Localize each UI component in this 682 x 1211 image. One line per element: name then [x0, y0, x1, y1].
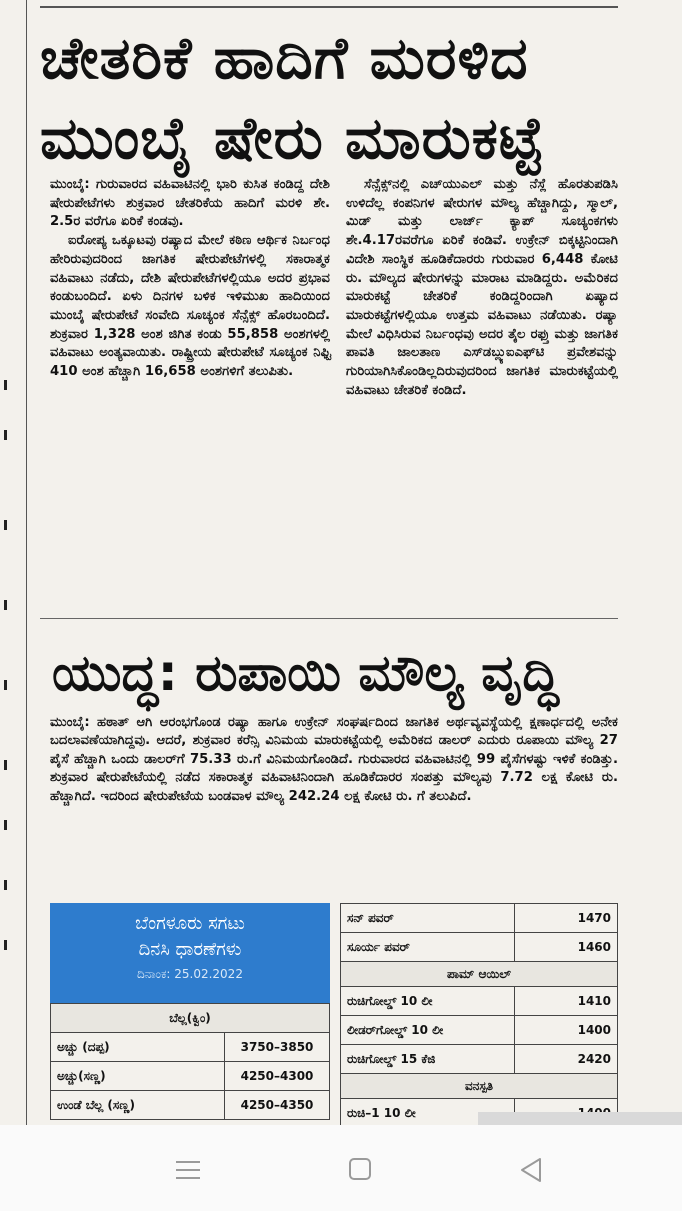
table-row: [341, 904, 618, 933]
section-divider: [40, 618, 618, 619]
item-price: 1400: [515, 1016, 618, 1045]
price-box-right: [340, 903, 618, 1125]
article1-paragraph3: ಸೆನ್ಸೆಕ್ಸ್‌ನಲ್ಲಿ ಎಚ್‌ಯುಎಲ್ ಮತ್ತು ನೆಸ್ಲೆ ಹೊರತುಪಡಿಸಿ ಉಳಿದೆಲ್ಲ ಕಂಪನಿಗಳ ಷೇರುಗಳ ಮೌಲ್ಯ ಹೆಚ್ಚಾಗಿದ್ದು, ಸ್ಮಾಲ್, ಮಿಡ್ ಮತ್ತು ಲಾರ್ಜ್ ಕ್ಯಾಪ್ ಸೂಚ್ಯಂಕಗಳು ಶೇ.4.17ರವರೆಗೂ ಏರಿಕೆ ಕಂಡಿವೆ. ಉಕ್ರೇನ್ ಬಿಕ್ಕಟ್ಟಿನಿಂದಾಗಿ ವಿದೇಶಿ ಸಾಂಸ್ಥಿಕ ಹೂಡಿಕೆದಾರರು ಗುರುವಾರ 6,448 ಕೋಟಿ ರು. ಮೌಲ್ಯದ ಷೇರುಗಳನ್ನು ಮಾರಾಟ ಮಾಡಿದ್ದರು. ಅಮೆರಿಕದ ಮಾರುಕಟ್ಟೆ ಚೇತರಿಕೆ ಕಂಡಿದ್ದರಿಂದಾಗಿ ಏಷ್ಯಾದ ಮಾರುಕಟ್ಟೆಗಳಲ್ಲಿಯೂ ಉತ್ತಮ ವಹಿವಾಟು ನಡೆಯಿತು. ರಷ್ಯಾ ಮೇಲೆ ವಿಧಿಸಿರುವ ನಿರ್ಬಂಧವು ಅದರ ತೈಲ ರಫ್ತು ಮತ್ತು ಜಾಗತಿಕ ಪಾವತಿ ಜಾಲತಾಣ ಎಸ್‌ಡಬ್ಲ್ಯುಐಎಫ್‌ಟಿ ಪ್ರವೇಶವನ್ನು ಗುರಿಯಾಗಿಸಿಕೊಂಡಿಲ್ಲದಿರುವುದರಿಂದ ಜಾಗತಿಕ ಮಾರುಕಟ್ಟೆಯಲ್ಲಿ ವಹಿವಾಟು ಚೇತರಿಕೆ ಕಂಡಿದೆ.: [346, 177, 618, 398]
item-price: 1460: [515, 933, 618, 962]
column-rule: [26, 0, 27, 1125]
jaggery-table: [50, 1003, 330, 1120]
item-name: ರುಚಿಗೋಲ್ಡ್ 10 ಲೀ: [341, 987, 515, 1016]
price-box-left: [50, 903, 330, 1120]
horizontal-scrollbar[interactable]: [478, 1112, 682, 1125]
article2-text: ಹಠಾತ್ ಆಗಿ ಆರಂಭಗೊಂಡ ರಷ್ಯಾ ಹಾಗೂ ಉಕ್ರೇನ್ ಸಂಘರ್ಷದಿಂದ ಜಾಗತಿಕ ಅರ್ಥವ್ಯವಸ್ಥೆಯಲ್ಲಿ ಕ್ಷಣಾರ್ಧದಲ್ಲಿ ಅನೇಕ ಬದಲಾವಣೆಯಾಗಿದ್ದವು. ಆದರೆ, ಶುಕ್ರವಾರ ಕರೆನ್ಸಿ ವಿನಿಮಯ ಮಾರುಕಟ್ಟೆಯಲ್ಲಿ ಅಮೆರಿಕದ ಡಾಲರ್ ಎದುರು ರೂಪಾಯಿ ಮೌಲ್ಯ 27 ಪೈಸೆ ಹೆಚ್ಚಾಗಿ ಒಂದು ಡಾಲರ್‌ಗೆ 75.33 ರು.ಗೆ ವಿನಿಮಯಗೊಂಡಿದೆ. ಗುರುವಾರದ ವಹಿವಾಟಿನಲ್ಲಿ 99 ಪೈಸೆಗಳಷ್ಟು ಇಳಿಕೆ ಕಂಡಿತ್ತು. ಶುಕ್ರವಾರ ಷೇರುಪೇಟೆಯಲ್ಲಿ ನಡೆದ ಸಕಾರಾತ್ಮಕ ವಹಿವಾಟಿನಿಂದಾಗಿ ಹೂಡಿಕೆದಾರರ ಸಂಪತ್ತು ಮೌಲ್ಯವು 7.72 ಲಕ್ಷ ಕೋಟಿ ರು. ಹೆಚ್ಚಾಗಿದೆ. ಇದರಿಂದ ಷೇರುಪೇಟೆಯ ಬಂಡವಾಳ ಮೌಲ್ಯ 242.24 ಲಕ್ಷ ಕೋಟಿ ರು. ಗೆ ತಲುಪಿದೆ.: [50, 715, 618, 804]
menu-icon[interactable]: [168, 1155, 208, 1185]
vanaspati-header: ವನಸ್ಪತಿ: [341, 1074, 618, 1099]
item-name: ಉಂಡೆ ಬೆಲ್ಲ (ಸಣ್ಣ): [51, 1091, 225, 1120]
palm-oil-header: ಪಾಮ್ ಆಯಿಲ್: [341, 962, 618, 987]
item-name: ಸನ್ ಪವರ್: [341, 904, 515, 933]
table-row: [341, 1045, 618, 1074]
price-box-header: [50, 903, 330, 1003]
item-price: 2420: [515, 1045, 618, 1074]
article1-paragraph2: ಐರೋಪ್ಯ ಒಕ್ಕೂಟವು ರಷ್ಯಾದ ಮೇಲೆ ಕಠಿಣ ಆರ್ಥಿಕ ನಿರ್ಬಂಧ ಹೇರಿರುವುದರಿಂದ ಜಾಗತಿಕ ಷೇರುಪೇಟೆಗಳಲ್ಲಿ ಸಕಾರಾತ್ಮಕ ವಹಿವಾಟು ನಡೆದು, ದೇಶಿ ಷೇರುಪೇಟೆಗಳಲ್ಲಿಯೂ ಅದರ ಪ್ರಭಾವ ಕಂಡುಬಂದಿದೆ. ಏಳು ದಿನಗಳ ಬಳಿಕ ಇಳಿಮುಖ ಹಾದಿಯಿಂದ ಮುಂಬೈ ಷೇರುಪೇಟೆ ಸಂವೇದಿ ಸೂಚ್ಯಂಕ ಸೆನ್ಸೆಕ್ಸ್ ಹೊರಬಂದಿದೆ. ಶುಕ್ರವಾರ 1,328 ಅಂಶ ಜಿಗಿತ ಕಂಡು 55,858 ಅಂಶಗಳಲ್ಲಿ ವಹಿವಾಟು ಅಂತ್ಯವಾಯಿತು. ರಾಷ್ಟ್ರೀಯ ಷೇರುಪೇಟೆ ಸೂಚ್ಯಂಕ ನಿಫ್ಟಿ 410 ಅಂಶ ಹೆಚ್ಚಾಗಿ 16,658 ಅಂಶಗಳಿಗೆ ತಲುಪಿತು.: [50, 233, 330, 380]
item-price: 4250–4300: [225, 1062, 330, 1091]
android-navigation-bar: [0, 1125, 682, 1211]
item-price: 3750–3850: [225, 1033, 330, 1062]
table-row: [341, 987, 618, 1016]
jaggery-header: ಬೆಲ್ಲ(ಕ್ವಿಂ): [51, 1004, 330, 1033]
dateline-city-2: ಮುಂಬೈ:: [50, 715, 90, 730]
item-name: ರುಚಿ–1 10 ಲೀ: [341, 1099, 515, 1126]
article1-column1: [50, 176, 330, 382]
table-row: [51, 1091, 330, 1120]
table-row: [51, 1033, 330, 1062]
home-icon[interactable]: [340, 1155, 380, 1185]
article1-paragraph1: ಗುರುವಾರದ ವಹಿವಾಟಿನಲ್ಲಿ ಭಾರಿ ಕುಸಿತ ಕಂಡಿದ್ದ ದೇಶಿ ಷೇರುಪೇಟೆಗಳು ಶುಕ್ರವಾರ ಚೇತರಿಕೆಯ ಹಾದಿಗೆ ಮರಳಿ ಶೇ. 2.5ರ ವರೆಗೂ ಏರಿಕೆ ಕಂಡವು.: [50, 177, 330, 230]
item-price: 1470: [515, 904, 618, 933]
price-box-title1: ಬೆಂಗಳೂರು ಸಗಟು: [135, 913, 245, 934]
article1-column2: [346, 176, 618, 400]
table-row: [341, 933, 618, 962]
item-name: ಲೀಡರ್‌ಗೋಲ್ಡ್ 10 ಲೀ: [341, 1016, 515, 1045]
dateline-city: ಮುಂಬೈ:: [50, 177, 90, 192]
price-box-date: ದಿನಾಂಕ: 25.02.2022: [137, 967, 243, 981]
left-margin-marks: [0, 0, 14, 1125]
oil-table: [340, 903, 618, 1125]
headline-line2: ಮುಂಬೈ ಷೇರು ಮಾರುಕಟ್ಟೆ: [40, 104, 545, 172]
item-price: 1410: [515, 987, 618, 1016]
price-box-title2: ದಿನಸಿ ಧಾರಣೆಗಳು: [138, 939, 242, 960]
item-name: ಅಚ್ಚು(ಸಣ್ಣ): [51, 1062, 225, 1091]
article1-headline: [40, 18, 640, 178]
back-icon[interactable]: [512, 1155, 552, 1185]
top-rule: [40, 6, 618, 8]
item-name: ಸೂರ್ಯ ಪವರ್: [341, 933, 515, 962]
item-price: 4250–4350: [225, 1091, 330, 1120]
article2-headline: ಯುದ್ಧ: ರುಪಾಯಿ ಮೌಲ್ಯ ವೃದ್ಧಿ: [52, 644, 559, 702]
item-name: ರುಚಿಗೋಲ್ಡ್ 15 ಕೆಜಿ: [341, 1045, 515, 1074]
headline-line1: ಚೇತರಿಕೆ ಹಾದಿಗೆ ಮರಳಿದ: [40, 24, 529, 92]
table-row: [51, 1062, 330, 1091]
item-name: ಅಚ್ಚು (ದಪ್ಪ): [51, 1033, 225, 1062]
article2-body: [50, 714, 618, 806]
table-row: [341, 1016, 618, 1045]
